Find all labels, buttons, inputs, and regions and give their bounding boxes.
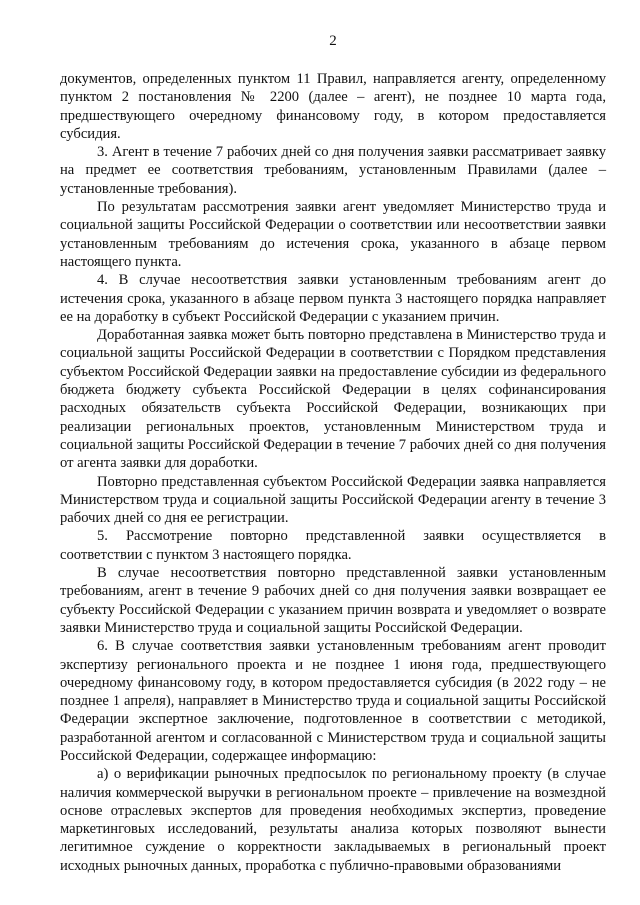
paragraph: Повторно представленная субъектом Российской Федерации заявка направляется Министерством труда и социальной защиты Российской Федерации агенту в течение 3 рабочих дней со дня ее регистрации. <box>60 473 606 527</box>
paragraph-item-5: 5. Рассмотрение повторно представленной заявки осуществляется в соответствии с пунктом 3 настоящего порядка. <box>60 528 606 563</box>
document-body <box>60 70 606 875</box>
paragraph-subitem-a: а) о верификации рыночных предпосылок по региональному проекту (в случае наличия коммерческой выручки в региональном проекте – привлечение на возмездной основе отраслевых экспертов для проведения необходимых экспертиз, проведение маркетинговых исследований, результаты анализа которых позволяют вынести легитимное суждение о корректности закладываемых в региональный проект исходных рыночных данных, проработка с публично-правовыми образованиями <box>60 766 606 874</box>
paragraph-item-3: 3. Агент в течение 7 рабочих дней со дня получения заявки рассматривает заявку на предмет ее соответствия требованиям, установленным Правилами (далее – установленные требования). <box>60 144 606 197</box>
page-number: 2 <box>329 33 337 49</box>
paragraph: В случае несоответствия повторно представленной заявки установленным требованиям, агент в течение 9 рабочих дней со дня получения заявки возвращает ее субъекту Российской Федерации с указанием причин возврата и уведомляет о возврате заявки Министерство труда и социальной защиты Российской Федерации. <box>60 565 606 636</box>
paragraph-continuation: документов, определенных пунктом 11 Правил, направляется агенту, определенному пунктом 2 постановления № 2200 (далее – агент), не позднее 10 марта года, предшествующего очередному финансовому году, в котором предоставляется субсидия. <box>60 71 606 142</box>
paragraph: Доработанная заявка может быть повторно представлена в Министерство труда и социальной защиты Российской Федерации в соответствии с Порядком представления субъектом Российской Федерации заявки на предоставление субсидии из федерального бюджета бюджету субъекта Российской Федерации в целях софинансирования расходных обязательств субъекта Российской Федерации, возникающих при реализации региональных проектов, установленным Министерством труда и социальной защиты Российской Федерации в течение 7 рабочих дней со дня получения от агента заявки для доработки. <box>60 327 606 472</box>
paragraph-item-6: 6. В случае соответствия заявки установленным требованиям агент проводит экспертизу регионального проекта и не позднее 1 июня года, предшествующего очередному финансовому году, в котором предоставляется субсидия (в 2022 году – не позднее 1 апреля), направляет в Министерство труда и социальной защиты Российской Федерации экспертное заключение, подготовленное в соответствии с методикой, разработанной агентом и согласованной с Министерством труда и социальной защиты Российской Федерации, содержащее информацию: <box>60 638 606 764</box>
paragraph-item-4: 4. В случае несоответствия заявки установленным требованиям агент до истечения срока, указанного в абзаце первом пункта 3 настоящего порядка направляет ее на доработку в субъект Российской Федерации с указанием причин. <box>60 272 606 325</box>
paragraph: По результатам рассмотрения заявки агент уведомляет Министерство труда и социальной защиты Российской Федерации о соответствии или несоответствии заявки установленным требованиям до истечения срока, указанного в абзаце первом настоящего пункта. <box>60 199 606 270</box>
